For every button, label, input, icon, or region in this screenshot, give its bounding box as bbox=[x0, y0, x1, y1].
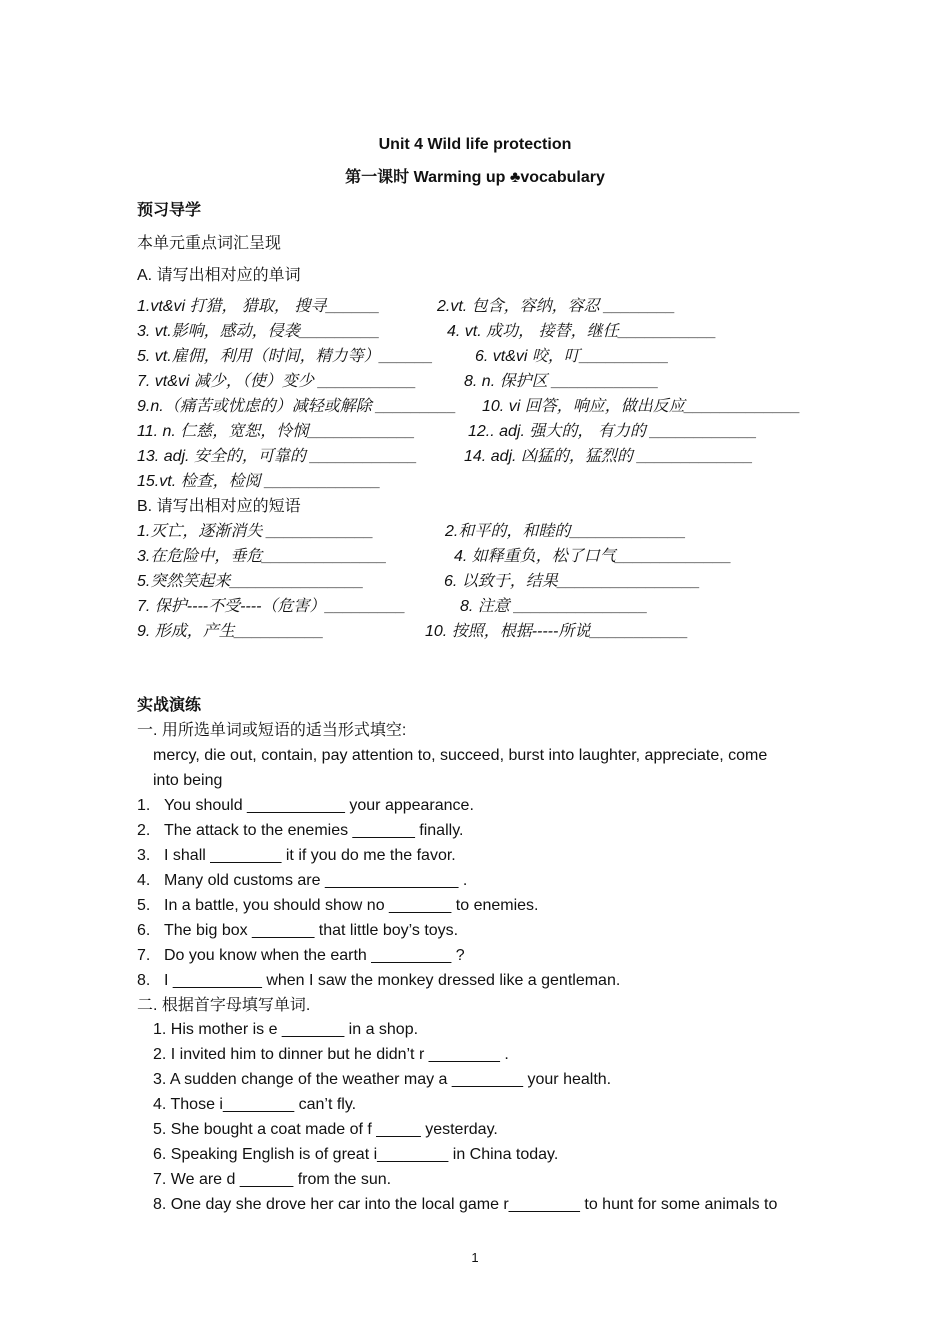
exercise-1-number: 7. bbox=[137, 947, 151, 964]
part-b-item: 5.突然笑起来_______________ bbox=[137, 573, 364, 590]
exercise-2-item: 5. She bought a coat made of f _____ yesterday. bbox=[153, 1121, 498, 1138]
exercise-2-heading: 二. 根据首字母填写单词. bbox=[137, 997, 311, 1014]
part-a-item: 5. vt.雇佣，利用（时间，精力等）______ bbox=[137, 348, 434, 365]
part-a-item: 13. adj. 安全的，可靠的 ____________ bbox=[137, 448, 418, 465]
exercise-2-item: 7. We are d ______ from the sun. bbox=[153, 1171, 392, 1188]
part-a-item: 12.. adj. 强大的， 有力的 ____________ bbox=[468, 423, 758, 440]
exercise-2-item: 6. Speaking English is of great i________ in China today. bbox=[153, 1146, 559, 1163]
part-a-item: 14. adj. 凶猛的，猛烈的 _____________ bbox=[464, 448, 754, 465]
part-b-item: 2.和平的，和睦的_____________ bbox=[445, 523, 687, 540]
part-a-heading: A. 请写出相对应的单词 bbox=[137, 267, 301, 284]
part-a-item: 1.vt&vi 打猎， 猎取， 搜寻______ bbox=[137, 298, 380, 315]
exercise-1-heading: 一. 用所选单词或短语的适当形式填空: bbox=[137, 722, 407, 739]
section-heading-practice: 实战演练 bbox=[137, 697, 202, 714]
part-b-item: 9. 形成，产生__________ bbox=[137, 623, 324, 640]
exercise-1-number: 8. bbox=[137, 972, 151, 989]
exercise-1-item: You should ___________ your appearance. bbox=[164, 797, 474, 814]
exercise-1-number: 5. bbox=[137, 897, 151, 914]
exercise-1-item: I __________ when I saw the monkey dressed like a gentleman. bbox=[164, 972, 621, 989]
exercise-1-item: In a battle, you should show no _______ to enemies. bbox=[164, 897, 539, 914]
part-b-item: 10. 按照，根据-----所说___________ bbox=[425, 623, 689, 640]
part-b-item: 7. 保护----不受----（危害）_________ bbox=[137, 598, 406, 615]
exercise-1-number: 3. bbox=[137, 847, 151, 864]
part-a-item: 15.vt. 检查，检阅 _____________ bbox=[137, 473, 381, 490]
page-number: 1 bbox=[471, 1250, 479, 1265]
part-b-item: 4. 如释重负，松了口气_____________ bbox=[454, 548, 732, 565]
exercise-1-word-bank: into being bbox=[153, 772, 223, 789]
part-b-item: 3.在危险中，垂危______________ bbox=[137, 548, 387, 565]
exercise-1-item: Many old customs are _______________ . bbox=[164, 872, 468, 889]
section-heading-preview: 预习导学 bbox=[137, 202, 202, 219]
part-a-item: 8. n. 保护区 ____________ bbox=[464, 373, 659, 390]
exercise-2-item: 4. Those i________ can’t fly. bbox=[153, 1096, 357, 1113]
part-a-item: 2.vt. 包含，容纳，容忍 ________ bbox=[437, 298, 676, 315]
part-a-item: 11. n. 仁慈，宽恕，怜悯____________ bbox=[137, 423, 416, 440]
part-b-item: 6. 以致于，结果________________ bbox=[444, 573, 701, 590]
exercise-2-item: 1. His mother is e _______ in a shop. bbox=[153, 1021, 419, 1038]
part-a-item: 4. vt. 成功， 接替，继任___________ bbox=[447, 323, 717, 340]
part-b-heading: B. 请写出相对应的短语 bbox=[137, 498, 301, 515]
exercise-1-item: The attack to the enemies _______ finally. bbox=[164, 822, 464, 839]
exercise-2-item: 2. I invited him to dinner but he didn’t r ________ . bbox=[153, 1046, 509, 1063]
part-b-item: 1.灭亡，逐渐消失 ____________ bbox=[137, 523, 374, 540]
exercise-1-number: 1. bbox=[137, 797, 151, 814]
exercise-1-number: 6. bbox=[137, 922, 151, 939]
part-a-item: 6. vt&vi 咬，叮__________ bbox=[475, 348, 669, 365]
exercise-1-word-bank: mercy, die out, contain, pay attention to, succeed, burst into laughter, appreciate, come bbox=[153, 747, 768, 764]
part-a-item: 10. vi 回答，响应，做出反应_____________ bbox=[482, 398, 801, 415]
part-a-item: 7. vt&vi 减少，（使）变少 ___________ bbox=[137, 373, 417, 390]
page-subtitle: 第一课时 Warming up ♣vocabulary bbox=[345, 169, 605, 186]
exercise-2-item: 3. A sudden change of the weather may a ________ your health. bbox=[153, 1071, 612, 1088]
exercise-1-number: 4. bbox=[137, 872, 151, 889]
intro-text: 本单元重点词汇呈现 bbox=[137, 235, 282, 252]
exercise-1-number: 2. bbox=[137, 822, 151, 839]
exercise-1-item: Do you know when the earth _________ ? bbox=[164, 947, 465, 964]
exercise-1-item: I shall ________ it if you do me the favor. bbox=[164, 847, 456, 864]
exercise-1-item: The big box _______ that little boy’s toys. bbox=[164, 922, 459, 939]
exercise-2-item: 8. One day she drove her car into the local game r________ to hunt for some animals to bbox=[153, 1196, 778, 1213]
part-a-item: 3. vt.影响，感动，侵袭_________ bbox=[137, 323, 380, 340]
part-b-item: 8. 注意 _______________ bbox=[460, 598, 648, 615]
part-a-item: 9.n.（痛苦或忧虑的）减轻或解除 _________ bbox=[137, 398, 457, 415]
page-title: Unit 4 Wild life protection bbox=[378, 136, 572, 153]
